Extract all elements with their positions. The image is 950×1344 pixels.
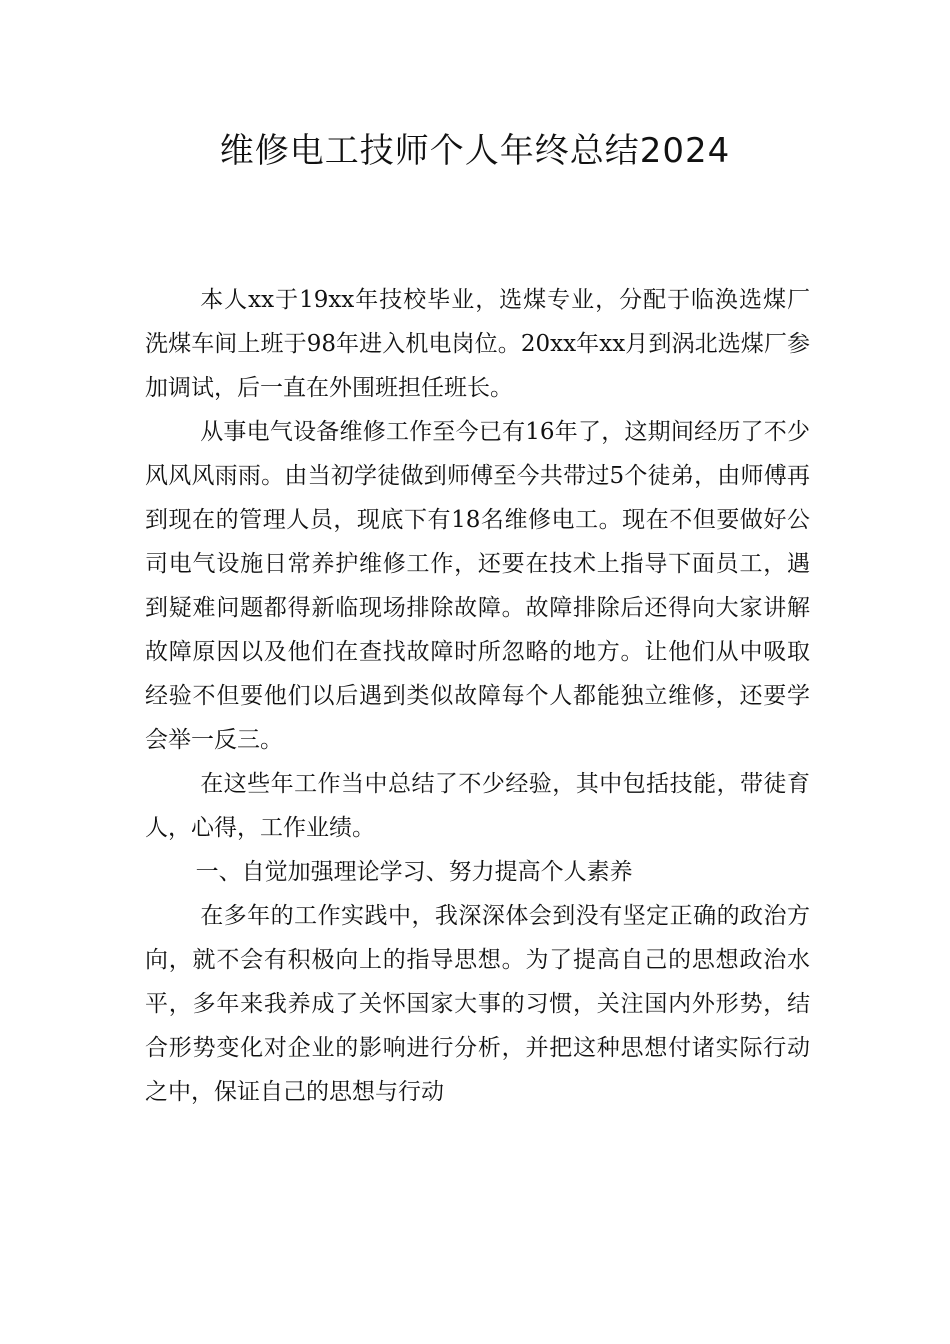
section-heading: 一、自觉加强理论学习、努力提高个人素养 <box>195 859 633 885</box>
paragraph-summary: 在这些年工作当中总结了不少经验，其中包括技能，带徒育人，心得，工作业绩。 <box>145 771 810 841</box>
paragraph-section-one: 在多年的工作实践中，我深深体会到没有坚定正确的政治方向，就不会有积极向上的指导思想。为了提高自己的思想政治水平，多年来我养成了关怀国家大事的习惯，关注国内外形势，结合形势变化对企业的影响进行分析，并把这种思想付诸实际行动之中，保证自己的思想与行动 <box>145 903 810 1105</box>
paragraph-intro: 本人xx于19xx年技校毕业，选煤专业，分配于临涣选煤厂洗煤车间上班于98年进入机电岗位。20xx年xx月到涡北选煤厂参加调试，后一直在外围班担任班长。 <box>145 287 810 401</box>
document-body <box>145 278 810 1114</box>
document-title: 维修电工技师个人年终总结2024 <box>219 131 731 171</box>
paragraph-experience: 从事电气设备维修工作至今已有16年了，这期间经历了不少风风风雨雨。由当初学徒做到师傅至今共带过5个徒弟，由师傅再到现在的管理人员，现底下有18名维修电工。现在不但要做好公司电气设施日常养护维修工作，还要在技术上指导下面员工，遇到疑难问题都得新临现场排除故障。故障排除后还得向大家讲解故障原因以及他们在查找故障时所忽略的地方。让他们从中吸取经验不但要他们以后遇到类似故障每个人都能独立维修，还要学会举一反三。 <box>145 419 810 753</box>
